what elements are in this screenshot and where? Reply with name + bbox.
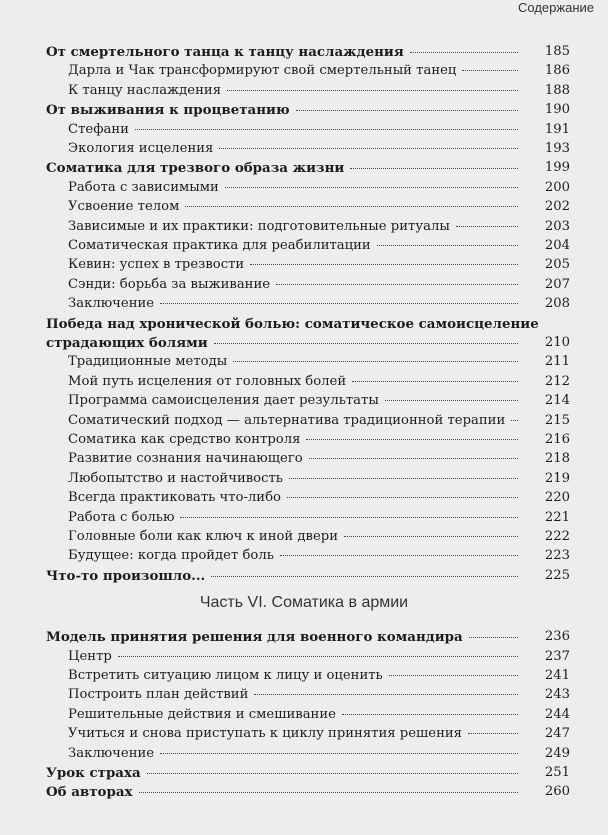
- toc-entry-title: Любопытство и настойчивость: [68, 470, 283, 486]
- toc-entry: [0, 179, 608, 200]
- toc-entry-title: Сэнди: борьба за выживание: [68, 276, 271, 292]
- toc-entry-title: Экология исцеления: [68, 141, 214, 156]
- toc-entry-page: 237: [544, 648, 570, 664]
- dot-leader: [276, 284, 518, 285]
- toc-entry-title: Победа над хронической болью: соматическое самоисцеление: [46, 315, 539, 332]
- dot-leader: [214, 343, 518, 344]
- toc-entry: [0, 218, 608, 239]
- toc-entry-title: Кевин: успех в трезвости: [68, 257, 245, 273]
- toc-entry-title: Головные боли как ключ к иной двери: [68, 529, 338, 544]
- toc-entry: [0, 43, 608, 64]
- toc-entry-page: 243: [544, 687, 570, 703]
- dot-leader: [289, 478, 518, 479]
- toc-entry: [0, 121, 608, 142]
- dot-leader: [160, 753, 518, 754]
- toc-entry-title: Центр: [68, 648, 112, 664]
- toc-entry: [0, 256, 608, 277]
- toc-entry-page: 214: [544, 393, 570, 409]
- toc-entry-page: 185: [544, 44, 570, 59]
- dot-leader: [306, 439, 518, 440]
- dot-leader: [225, 187, 518, 188]
- toc-entry-title: Дарла и Чак трансформируют свой смертельный танец: [68, 63, 457, 79]
- toc-entry: [0, 140, 608, 161]
- toc-entry-title: Традиционные методы: [68, 354, 228, 370]
- dot-leader: [462, 70, 518, 71]
- dot-leader: [254, 694, 518, 695]
- toc-entry-title: Соматика для трезвого образа жизни: [46, 160, 345, 177]
- dot-leader: [296, 110, 518, 111]
- toc-entry: [0, 764, 608, 785]
- toc-entry: [0, 686, 608, 707]
- toc-entry-title: К танцу наслаждения: [68, 82, 222, 98]
- dot-leader: [410, 52, 518, 53]
- toc-entry-title: Встретить ситуацию лицом к лицу и оценить: [68, 668, 383, 683]
- toc-entry: [0, 628, 608, 649]
- dot-leader: [147, 773, 518, 774]
- toc-entry: [0, 412, 608, 433]
- dot-leader: [250, 264, 518, 265]
- toc-entry-title: Усвоение телом: [68, 199, 180, 215]
- toc-entry-title: Построить план действий: [68, 687, 249, 703]
- toc-entry: [0, 667, 608, 688]
- toc-entry-page: 247: [544, 726, 570, 742]
- dot-leader: [135, 129, 518, 130]
- toc-entry-title: Развитие сознания начинающего: [68, 451, 303, 467]
- toc-entry: [0, 353, 608, 374]
- dot-leader: [180, 517, 518, 518]
- toc-entry-pain-continued: [0, 334, 608, 355]
- dot-leader: [160, 303, 518, 304]
- toc-entry-page: 190: [544, 102, 570, 118]
- toc-entry: [0, 159, 608, 180]
- toc-entry: [0, 450, 608, 471]
- toc-entry-page: 219: [544, 470, 570, 486]
- part-heading: Часть VI. Соматика в армии: [199, 594, 409, 612]
- toc-entry-page: 215: [544, 412, 570, 428]
- toc-entry: [0, 470, 608, 491]
- toc-entry-page: 205: [544, 257, 570, 273]
- toc-entry-title: Урок страха: [46, 765, 141, 781]
- toc-entry: [0, 373, 608, 394]
- toc-entry-page: 193: [544, 141, 570, 156]
- toc-entry-page: 191: [544, 121, 570, 137]
- dot-leader: [350, 168, 518, 169]
- toc-entry: [0, 648, 608, 669]
- toc-entry-title: Стефани: [68, 121, 129, 137]
- toc-entry-page: 210: [544, 335, 570, 350]
- toc-entry-title: Работа с зависимыми: [68, 179, 219, 195]
- toc-entry: [0, 82, 608, 103]
- toc-entry: [0, 198, 608, 219]
- toc-entry-title: Работа с болью: [68, 509, 175, 525]
- toc-entry-title: Программа самоисцеления дает результаты: [68, 393, 379, 409]
- toc-entry-page: 221: [544, 509, 570, 525]
- toc-entry-page: 204: [544, 238, 570, 253]
- toc-entry-title: Заключение: [68, 296, 155, 312]
- toc-entry-page: 223: [544, 548, 570, 564]
- toc-entry-title: Учиться и снова приступать к циклу принятия решения: [68, 726, 462, 742]
- toc-entry-page: 260: [544, 784, 570, 800]
- toc-entry-title: Соматический подход — альтернатива традиционной терапии: [68, 412, 506, 428]
- dot-leader: [352, 381, 518, 382]
- dot-leader: [118, 656, 518, 657]
- toc-entry: [0, 547, 608, 568]
- toc-entry-title: Модель принятия решения для военного командира: [46, 629, 463, 646]
- toc-entry-page: 203: [544, 218, 570, 234]
- dot-leader: [342, 714, 518, 715]
- toc-entry-title: страдающих болями: [46, 335, 208, 351]
- toc-entry-title: Зависимые и их практики: подготовительные ритуалы: [68, 218, 450, 234]
- dot-leader: [185, 206, 518, 207]
- toc-entry: [0, 567, 608, 588]
- toc-entry-title: Заключение: [68, 745, 155, 761]
- dot-leader: [511, 420, 518, 421]
- dot-leader: [233, 361, 518, 362]
- toc-entry-page: 186: [544, 63, 570, 79]
- dot-leader: [219, 148, 518, 149]
- toc-entry: [0, 489, 608, 510]
- toc-entry: [0, 528, 608, 549]
- dot-leader: [287, 497, 518, 498]
- dot-leader: [389, 675, 518, 676]
- toc-entry-title: Решительные действия и смешивание: [68, 706, 336, 722]
- dot-leader: [344, 536, 518, 537]
- toc-entry: [0, 101, 608, 122]
- dot-leader: [211, 576, 518, 577]
- toc-entry: [0, 745, 608, 766]
- toc-entry-page: 207: [544, 276, 570, 292]
- toc-entry: [0, 237, 608, 258]
- toc-entry-title: От выживания к процветанию: [46, 102, 290, 119]
- toc-entry: [0, 509, 608, 530]
- toc-entry-page: 212: [544, 373, 570, 389]
- dot-leader: [469, 637, 518, 638]
- toc-entry-title: Будущее: когда пройдет боль: [68, 548, 274, 564]
- toc-entry-page: 200: [544, 179, 570, 195]
- toc-entry: [0, 783, 608, 804]
- toc-entry: [0, 295, 608, 316]
- toc-entry-page: 188: [544, 82, 570, 98]
- running-header: Содержание: [518, 0, 594, 15]
- toc-entry-title: От смертельного танца к танцу наслаждения: [46, 44, 404, 60]
- toc-entry-page: 244: [544, 706, 570, 722]
- toc-entry-page: 208: [544, 296, 570, 312]
- dot-leader: [280, 555, 518, 556]
- toc-entry-page: 222: [544, 529, 570, 544]
- toc-entry-title: Всегда практиковать что-либо: [68, 490, 281, 506]
- dot-leader: [456, 226, 518, 227]
- dot-leader: [377, 245, 518, 246]
- toc-entry-page: 225: [544, 567, 570, 583]
- toc-entry-page: 211: [544, 354, 570, 370]
- toc-entry-page: 218: [544, 451, 570, 467]
- toc-entry: [0, 276, 608, 297]
- toc-entry: [0, 431, 608, 452]
- toc-entry-page: 202: [544, 199, 570, 215]
- toc-entry-title: Об авторах: [46, 784, 133, 801]
- dot-leader: [139, 792, 519, 793]
- toc-entry-title: Мой путь исцеления от головных болей: [68, 373, 347, 389]
- dot-leader: [227, 90, 518, 91]
- toc-entry-page: 241: [544, 668, 570, 683]
- dot-leader: [468, 733, 518, 734]
- toc-entry-title: Соматика как средство контроля: [68, 432, 301, 447]
- toc-entry-page: 199: [544, 160, 570, 176]
- toc-entry-page: 236: [544, 629, 570, 645]
- toc-entry: [0, 62, 608, 83]
- toc-entry: [0, 725, 608, 746]
- toc-entry-pain: [0, 315, 608, 336]
- toc-entry-title: Что-то произошло...: [46, 567, 206, 584]
- dot-leader: [385, 400, 518, 401]
- toc-entry-page: 220: [544, 490, 570, 506]
- toc-entry: [0, 392, 608, 413]
- dot-leader: [309, 458, 518, 459]
- toc-entry-title: Соматическая практика для реабилитации: [68, 238, 371, 253]
- toc-entry-page: 249: [544, 745, 570, 761]
- toc-entry-page: 251: [544, 765, 570, 780]
- toc-entry-page: 216: [544, 432, 570, 447]
- toc-entry: [0, 706, 608, 727]
